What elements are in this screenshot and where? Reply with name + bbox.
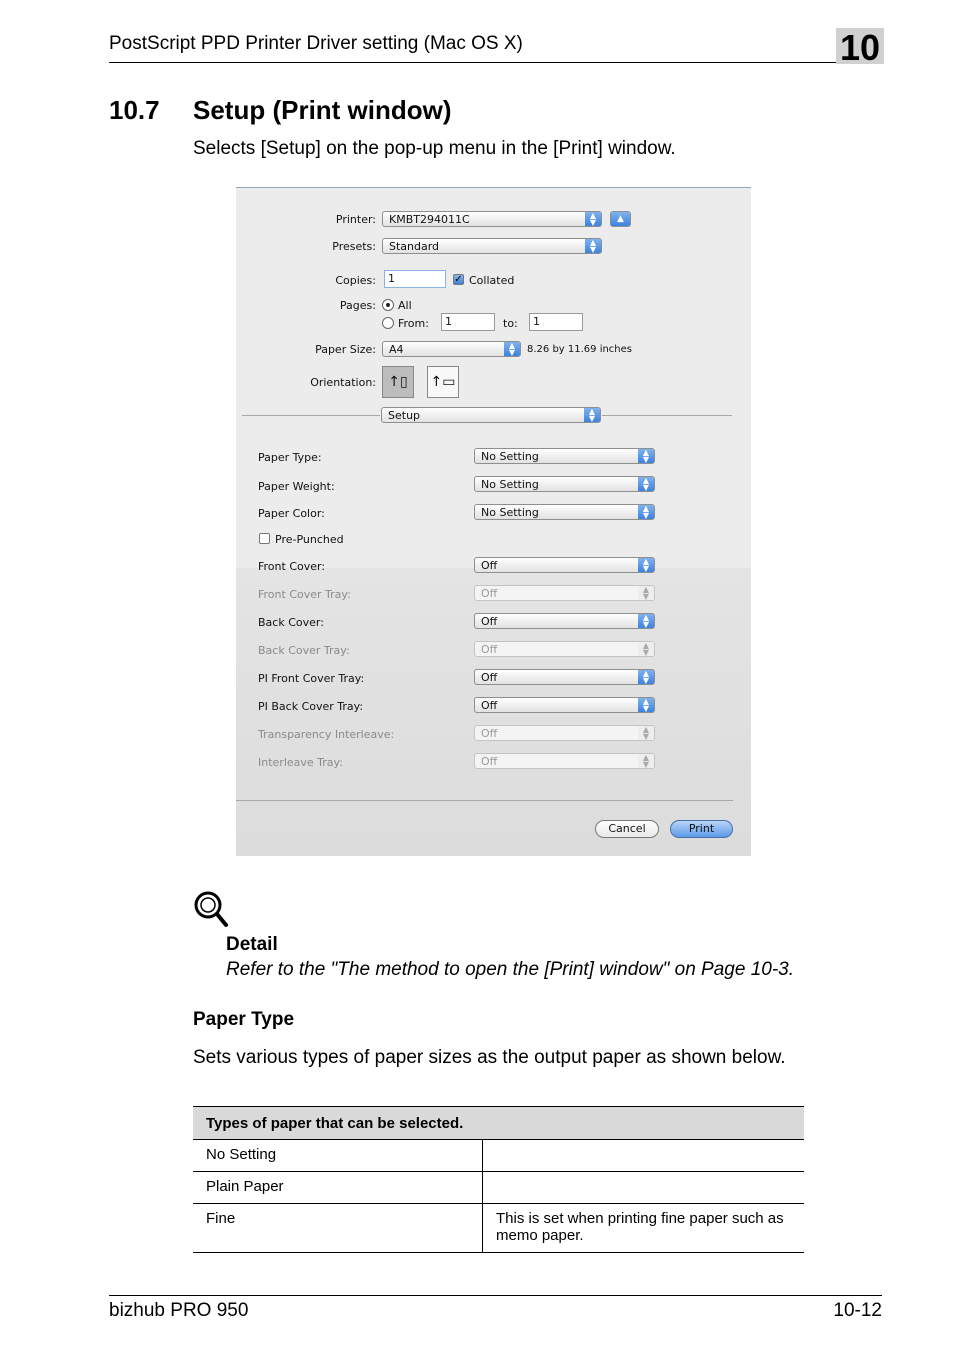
setup-row-popup[interactable] [474, 476, 655, 492]
table-cell-name: Fine [193, 1204, 483, 1253]
paper-size-dims: 8.26 by 11.69 inches [527, 344, 633, 355]
setup-row-value: Off [481, 615, 498, 628]
paper-type-table [193, 1106, 804, 1253]
running-header: PostScript PPD Printer Driver setting (Mac OS X) [109, 33, 523, 54]
presets-value: Standard [389, 240, 440, 253]
setup-row-label: Back Cover: [258, 616, 324, 629]
separator-right [602, 415, 732, 416]
panel-value: Setup [388, 409, 421, 422]
detail-text: Refer to the "The method to open the [Print] window" on Page 10-3. [226, 959, 794, 980]
updown-arrows-icon: ▲ ▼ [638, 449, 654, 463]
prepunched-checkbox[interactable] [259, 533, 270, 544]
pages-from-radio[interactable] [382, 317, 394, 329]
setup-row-popup[interactable] [474, 557, 655, 573]
setup-row-label: Front Cover Tray: [258, 588, 351, 601]
separator-left [242, 415, 380, 416]
pages-all-label: All [398, 299, 412, 312]
setup-row-value: No Setting [481, 450, 539, 463]
setup-row-popup[interactable] [474, 585, 655, 601]
table-cell-note [483, 1172, 805, 1204]
setup-row-popup[interactable] [474, 753, 655, 769]
prepunched-label: Pre-Punched [275, 533, 344, 546]
updown-arrows-icon: ▲ ▼ [638, 505, 654, 519]
pages-all-radio[interactable] [382, 299, 394, 311]
setup-row-popup[interactable] [474, 725, 655, 741]
setup-row-label: Paper Weight: [258, 480, 335, 493]
setup-row-popup[interactable] [474, 448, 655, 464]
paper-size-popup[interactable] [382, 341, 521, 357]
setup-row-label: Back Cover Tray: [258, 644, 350, 657]
setup-row-label: Paper Color: [258, 507, 325, 520]
printer-popup[interactable] [382, 211, 602, 227]
landscape-icon[interactable]: ↑▭ [427, 366, 459, 398]
section-description: Selects [Setup] on the pop-up menu in the [Print] window. [193, 138, 676, 159]
magnifier-icon [193, 890, 229, 928]
setup-row-label: Paper Type: [258, 451, 322, 464]
pages-label: Pages: [339, 299, 376, 312]
setup-row-popup[interactable] [474, 504, 655, 520]
updown-arrows-icon: ▲ ▼ [638, 558, 654, 572]
updown-arrows-icon: ▲ ▼ [504, 342, 520, 356]
paper-type-heading: Paper Type [193, 1009, 295, 1030]
updown-arrows-icon: ▲ ▼ [638, 670, 654, 684]
updown-arrows-icon: ▲ ▼ [585, 239, 601, 253]
collated-label: Collated [469, 274, 515, 287]
section-title: Setup (Print window) [193, 95, 452, 125]
updown-arrows-icon: ▲ ▼ [585, 212, 601, 226]
setup-row-value: Off [481, 671, 498, 684]
setup-row-label: Interleave Tray: [258, 756, 343, 769]
updown-arrows-icon: ▲ ▼ [638, 586, 654, 600]
setup-row-label: PI Front Cover Tray: [258, 672, 365, 685]
table-cell-name: No Setting [193, 1140, 483, 1172]
collated-checkbox[interactable]: ✓ [454, 274, 463, 285]
setup-row-value: Off [481, 755, 498, 768]
portrait-icon[interactable]: ↑▯ [382, 366, 414, 398]
print-dialog [236, 187, 751, 856]
paper-size-value: A4 [389, 343, 404, 356]
setup-row-value: Off [481, 559, 498, 572]
updown-arrows-icon: ▲ ▼ [638, 642, 654, 656]
printer-label: Printer: [335, 213, 376, 226]
updown-arrows-icon: ▲ ▼ [638, 477, 654, 491]
bottom-separator [236, 800, 733, 801]
setup-row-value: No Setting [481, 506, 539, 519]
presets-label: Presets: [332, 240, 376, 253]
table-row [193, 1140, 804, 1172]
pages-from-label: From: [398, 317, 429, 330]
copies-field[interactable]: 1 [384, 270, 446, 288]
updown-arrows-icon: ▲ ▼ [638, 754, 654, 768]
section-number: 10.7 [109, 95, 160, 125]
panel-popup[interactable] [381, 407, 601, 423]
chapter-number: 10 [839, 27, 881, 68]
footer-product: bizhub PRO 950 [109, 1300, 249, 1321]
table-cell-note: This is set when printing fine paper such as memo paper. [483, 1204, 805, 1253]
presets-popup[interactable] [382, 238, 602, 254]
setup-row-value: Off [481, 727, 498, 740]
copies-label: Copies: [335, 274, 376, 287]
cancel-button[interactable]: Cancel [595, 820, 659, 838]
setup-row-value: Off [481, 699, 498, 712]
updown-arrows-icon: ▲ ▼ [638, 614, 654, 628]
setup-row-popup[interactable] [474, 697, 655, 713]
footer-page-number: 10-12 [833, 1300, 882, 1321]
to-label: to: [503, 317, 518, 330]
table-cell-note [483, 1140, 805, 1172]
setup-row-label: PI Back Cover Tray: [258, 700, 364, 713]
to-field[interactable]: 1 [529, 313, 583, 331]
setup-row-popup[interactable] [474, 669, 655, 685]
detail-title: Detail [226, 934, 278, 955]
setup-row-value: No Setting [481, 478, 539, 491]
print-button[interactable]: Print [670, 820, 733, 838]
paper-type-description: Sets various types of paper sizes as the output paper as shown below. [193, 1047, 786, 1068]
table-header: Types of paper that can be selected. [193, 1107, 804, 1140]
disclosure-button[interactable] [610, 211, 631, 227]
setup-row-value: Off [481, 643, 498, 656]
table-row [193, 1204, 804, 1253]
printer-value: KMBT294011C [389, 213, 470, 226]
paper-size-label: Paper Size: [315, 343, 376, 356]
updown-arrows-icon: ▲ ▼ [638, 726, 654, 740]
setup-row-label: Transparency Interleave: [258, 728, 395, 741]
triangle-up-icon: ▲ [611, 212, 630, 226]
setup-row-label: Front Cover: [258, 560, 326, 573]
setup-row-value: Off [481, 587, 498, 600]
orientation-label: Orientation: [310, 376, 376, 389]
updown-arrows-icon: ▲ ▼ [584, 408, 600, 422]
setup-row-popup[interactable] [474, 613, 655, 629]
setup-row-popup[interactable] [474, 641, 655, 657]
from-field[interactable]: 1 [441, 313, 495, 331]
table-cell-name: Plain Paper [193, 1172, 483, 1204]
footer-rule [109, 1295, 882, 1296]
header-rule [109, 62, 882, 63]
updown-arrows-icon: ▲ ▼ [638, 698, 654, 712]
table-row [193, 1172, 804, 1204]
